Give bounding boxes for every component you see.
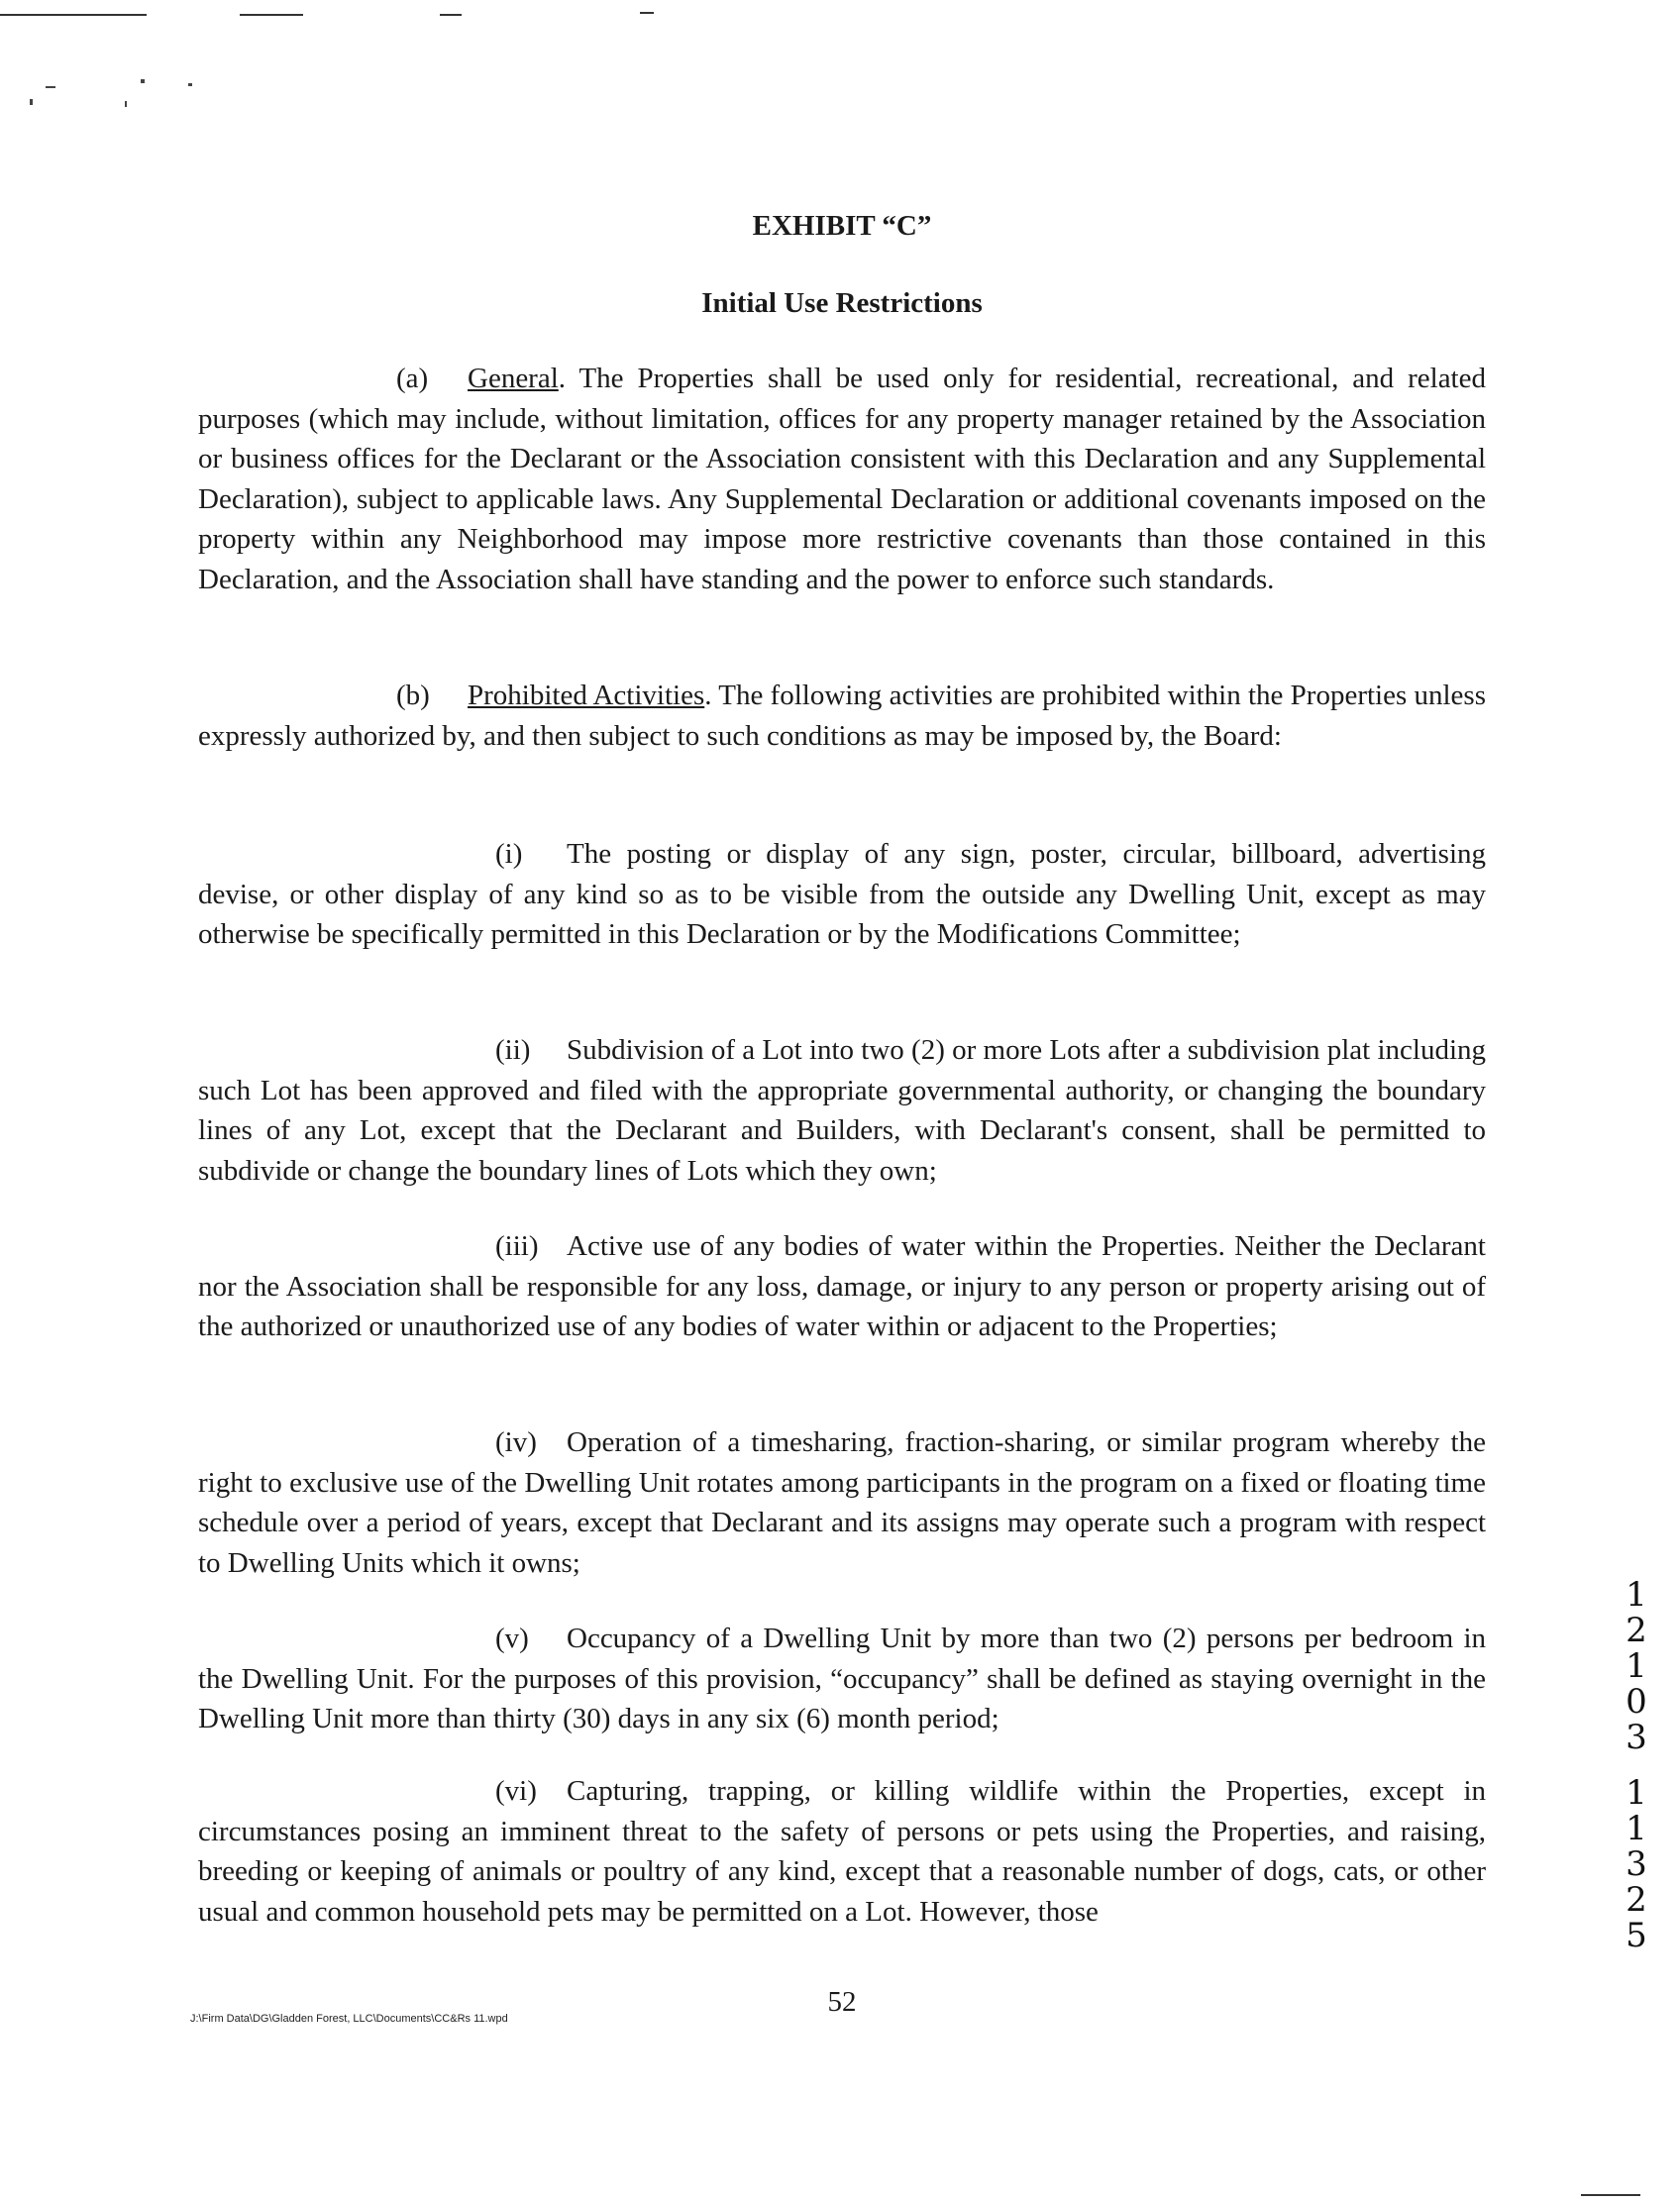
subparagraph-label: (ii) [495,1034,531,1066]
stamp-digit: 3 [1626,1718,1647,1757]
section-title: Initial Use Restrictions [701,287,983,319]
scan-speck [141,79,145,83]
scan-speck [188,83,192,86]
stamp-digit: 2 [1626,1880,1647,1920]
paragraph-text: . The Properties shall be used only for residential, recreational, and related purposes (which may include, without limitation, offices for any property manager retained by the Association or business offices for the Declarant or the Association consistent with this Declaration and any Supplemental Declaration), subject to applicable laws. Any Supplemental Declaration or additional covenants imposed on the property within any Neighborhood may impose more restrictive covenants than those contained in this Declaration, and the Association shall have standing and the power to enforce such standards. [198,363,1486,595]
page-number: 52 [827,1986,857,2018]
paragraph-title: Prohibited Activities [468,680,705,711]
subparagraph-label: (vi) [495,1775,537,1807]
recording-stamp-bottom [1617,1775,1656,1953]
scan-line [1581,2194,1640,2196]
stamp-digit: 1 [1626,1809,1647,1848]
paragraph-a [198,359,1486,599]
scan-line [440,14,462,16]
subparagraph-text: Capturing, trapping, or killing wildlife within the Properties, except in circumstances posing an imminent threat to the safety of persons or pets using the Properties, and raising, breeding or keeping of animals or poultry of any kind, except that a reasonable number of dogs, cats, or other usual and common household pets may be permitted on a Lot. However, those [198,1775,1486,1928]
paragraph-label: (b) [396,680,430,711]
subparagraph-label: (iii) [495,1230,539,1262]
scan-line [0,14,147,16]
subparagraph-vi [198,1771,1486,1932]
stamp-digit: 3 [1626,1844,1647,1884]
stamp-digit: 1 [1626,1575,1647,1615]
subparagraph-text: Operation of a timesharing, fraction-sharing, or similar program whereby the right to exclusive use of the Dwelling Unit rotates among participants in the program on a fixed or floating time schedule over a period of years, except that Declarant and its assigns may operate such a program with respect to Dwelling Units which it owns; [198,1426,1486,1579]
subparagraph-label: (i) [495,838,523,870]
scan-speck [125,101,127,107]
stamp-digit: 1 [1626,1773,1647,1813]
subparagraph-label: (iv) [495,1426,537,1458]
paragraph-b [198,676,1486,756]
subparagraph-v [198,1619,1486,1739]
file-path-footer: J:\Firm Data\DG\Gladden Forest, LLC\Documents\CC&Rs 11.wpd [190,2013,508,2025]
stamp-digit: 0 [1626,1682,1647,1722]
subparagraph-text: Subdivision of a Lot into two (2) or more Lots after a subdivision plat including such Lot has been approved and filed with the appropriate governmental authority, or changing the boundary lines of any Lot, except that the Declarant and Builders, with Declarant's consent, shall be permitted to subdivide or change the boundary lines of Lots which they own; [198,1034,1486,1187]
paragraph-text: . The following activities are prohibited within the Properties unless expressly authorized by, and then subject to such conditions as may be imposed by, the Board: [198,680,1486,752]
subparagraph-text: The posting or display of any sign, poster, circular, billboard, advertising devise, or other display of any kind so as to be visible from the outside any Dwelling Unit, except as may otherwise be specifically permitted in this Declaration or by the Modifications Committee; [198,838,1486,950]
paragraph-title: General [468,363,559,394]
subparagraph-text: Occupancy of a Dwelling Unit by more than two (2) persons per bedroom in the Dwelling Unit. For the purposes of this provision, “occupancy” shall be defined as staying overnight in the Dwelling Unit more than thirty (30) days in any six (6) month period; [198,1623,1486,1734]
subparagraph-label: (v) [495,1623,529,1654]
scan-speck [46,86,55,88]
subparagraph-i [198,834,1486,955]
scan-line [640,12,654,14]
exhibit-title: EXHIBIT “C” [752,210,932,242]
recording-stamp-top [1617,1577,1656,1755]
stamp-digit: 1 [1626,1646,1647,1686]
paragraph-label: (a) [396,363,429,394]
subparagraph-ii [198,1030,1486,1191]
stamp-digit: 2 [1626,1611,1647,1650]
subparagraph-text: Active use of any bodies of water within the Properties. Neither the Declarant nor the Association shall be responsible for any loss, damage, or injury to any person or property arising out of the authorized or unauthorized use of any bodies of water within or adjacent to the Properties; [198,1230,1486,1342]
stamp-digit: 5 [1626,1916,1647,1955]
scan-line [240,14,303,16]
subparagraph-iv [198,1422,1486,1583]
subparagraph-iii [198,1226,1486,1347]
scan-speck [30,99,33,105]
